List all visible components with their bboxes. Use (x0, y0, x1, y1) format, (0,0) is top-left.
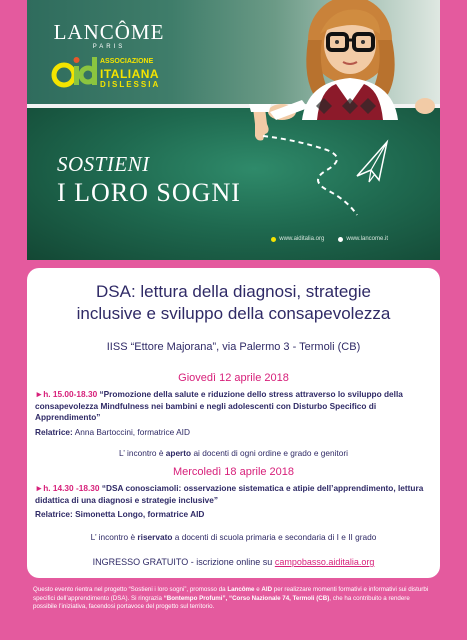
footer-brand: Lancôme (227, 586, 255, 593)
session-1-speaker (35, 427, 439, 439)
footer-text-2: e (254, 586, 262, 593)
bullet-arrow-icon: ► (35, 389, 44, 399)
session-1-audience-keyword: aperto (165, 448, 192, 458)
campaign-banner (27, 0, 440, 260)
session-1-audience-prefix: L’ incontro è (119, 448, 164, 458)
session-2-audience-suffix: a docenti di scuola primaria e secondaria di I e II grado (174, 532, 377, 542)
session-1-date: Giovedì 12 aprile 2018 (178, 372, 289, 384)
session-1-time: h. 15.00-18.30 (43, 389, 98, 399)
session-1-speaker-name: Anna Bartoccini, formatrice AID (74, 426, 190, 437)
footer-aid: AID (261, 586, 273, 593)
aid-line2: ITALIANA (100, 67, 160, 81)
slogan-line1: SOSTIENI (57, 152, 150, 176)
aid-dot-icon (271, 237, 276, 242)
site-lancome-text: www.lancome.it (346, 236, 388, 242)
bullet-arrow-icon: ► (35, 483, 44, 493)
event-title-line2: inclusive e sviluppo della consapevolezza (76, 304, 391, 323)
site-aid-text: www.aiditalia.org (279, 236, 325, 242)
session-2-speaker-label: Relatrice: (35, 509, 73, 519)
session-2-audience (27, 532, 440, 542)
registration-info (27, 557, 440, 567)
footer-note (33, 586, 433, 612)
campaign-slogan (57, 152, 241, 208)
session-1-speaker-label: Relatrice: (35, 426, 73, 437)
lancome-sub: PARIS (92, 44, 126, 50)
lancome-wordmark: LANCÔME (53, 20, 165, 44)
slogan-line2: I LORO SOGNI (57, 178, 241, 207)
aid-line3: DISLESSIA (100, 80, 161, 89)
session-1-audience-suffix: ai docenti di ogni ordine e grado e genitori (193, 448, 348, 458)
site-lancome (338, 236, 388, 242)
session-2-audience-prefix: L’ incontro è (90, 532, 136, 542)
session-2-time: h. 14.30 -18.30 (43, 483, 100, 493)
event-title-line1: DSA: lettura della diagnosi, strategie (96, 282, 371, 301)
lancome-dot-icon (338, 237, 343, 242)
registration-link[interactable]: campobasso.aiditalia.org (274, 557, 375, 567)
aid-line1: ASSOCIAZIONE (100, 58, 154, 65)
session-2-audience-keyword: riservato (137, 532, 173, 542)
session-2-speaker (35, 509, 439, 521)
event-title (27, 281, 440, 325)
footer-text-3: per realizzare momenti formativi e informativi sui disturbi specifici dell’apprendimento (DSA). Si ringrazia (33, 586, 429, 602)
session-2-date: Mercoledì 18 aprile 2018 (172, 466, 295, 478)
chalk-drawing (27, 0, 440, 260)
event-venue: IISS “Ettore Majorana”, via Palermo 3 - Termoli (CB) (106, 341, 361, 353)
session-1-topic: “Promozione della salute e riduzione dello stress attraverso lo sviluppo della consapevolezza Mindfulness nei bambini e negli adolescenti con Disturbo Specifico di Apprendimento” (35, 389, 403, 422)
entry-label: INGRESSO GRATUITO (92, 557, 189, 567)
session-1-audience (27, 448, 440, 458)
event-info-card (27, 268, 440, 578)
registration-text: - iscrizione online su (190, 557, 273, 567)
session-1 (35, 389, 439, 438)
site-aid (271, 236, 324, 242)
session-2-speaker-name: Simonetta Longo, formatrice AID (75, 509, 205, 519)
banner-websites (271, 236, 388, 242)
footer-text-4: , che ha contribuito a rendere possibile l’iniziativa, facendosi portavoce del progetto sul territorio. (33, 594, 410, 611)
session-2-topic: “DSA conosciamoli: osservazione sistematica e atipie dell’apprendimento, lettura didattica di una diagnosi e strategie inclusive” (35, 483, 424, 505)
session-2 (35, 483, 439, 521)
footer-thanks: “Bontempo Profumi”, “Corso Nazionale 74, Termoli (CB) (163, 594, 330, 602)
footer-text-1: Questo evento rientra nel progetto “Sostieni i loro sogni”, promosso da (33, 586, 228, 593)
